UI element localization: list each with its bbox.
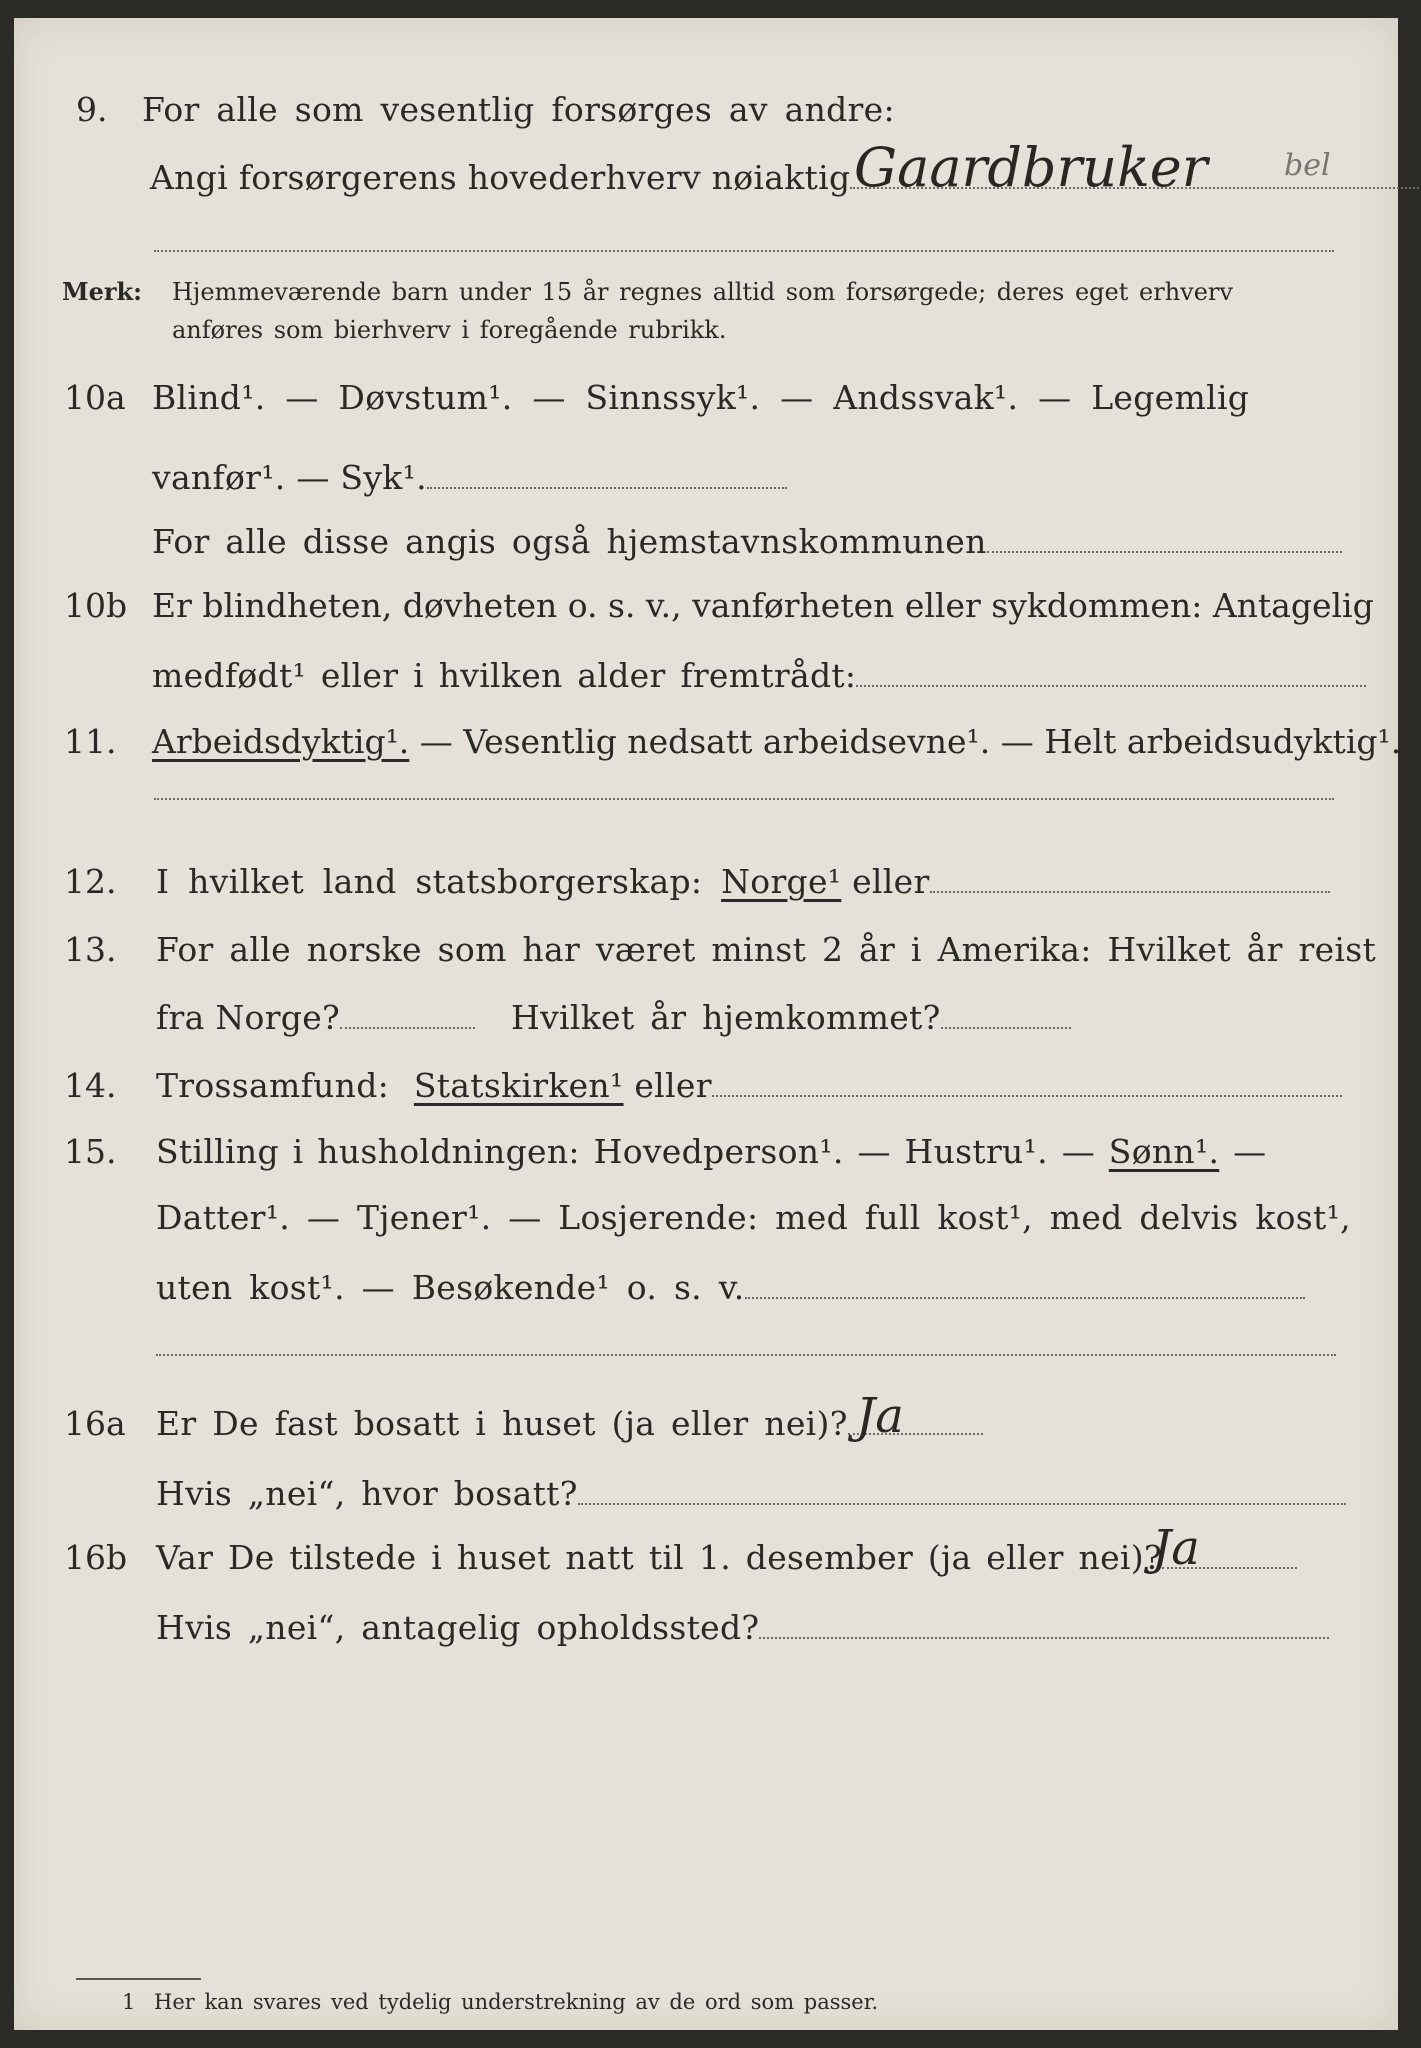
q11-continuation-line [154,798,1334,800]
q16a-handwritten-answer: Ja [856,1388,904,1444]
q12-question: I hvilket land statsborgerskap: [156,862,722,901]
q10b-alder-field[interactable] [856,657,1366,687]
merk-line1: Hjemmeværende barn under 15 år regnes alltid som forsørgede; deres eget erhverv [172,278,1233,306]
q12-line [156,860,1330,904]
q12-other-country-field[interactable] [930,863,1330,893]
q9-number: 9. [76,90,108,129]
merk-line2: anføres som bierhverv i foregående rubrikk. [172,316,727,344]
q10a-syk-field[interactable] [427,459,787,489]
census-form-page [14,18,1402,2030]
footnote-text: Her kan svares ved tydelig understrekning av de ord som passer. [154,1990,879,2014]
q14-question: Trossamfund: [156,1066,414,1105]
q16b-line1 [156,1536,1297,1580]
q16a-line2 [156,1472,1346,1516]
q9-line2 [150,156,1421,200]
footnote-separator [76,1978,201,1980]
q9-line1: For alle som vesentlig forsørges av andre: [142,90,895,129]
q16b-number: 16b [64,1538,128,1577]
q15-line1-dash: — [1219,1132,1267,1171]
q15-line1 [156,1130,1266,1174]
q14-line [156,1064,1342,1108]
q13-hjemkommet-field[interactable] [941,999,1071,1029]
q16a-followup: Hvis „nei“, hvor bosatt? [156,1474,578,1513]
q15-number: 15. [64,1132,117,1171]
q16b-line2 [156,1606,1329,1650]
q11-other-options: — Vesentlig nedsatt arbeidsevne¹. — Helt arbeidsudyktig¹. [409,722,1402,761]
q12-selected-option[interactable]: Norge¹ [721,862,842,901]
q10a-line2-text: vanfør¹. — Syk¹. [152,458,427,497]
merk-label: Merk: [62,277,142,306]
q11-line [152,720,1401,764]
q9-handwritten-answer: Gaardbruker [854,136,1208,199]
q11-number: 11. [64,722,117,761]
q16b-question: Var De tilstede i huset natt til 1. desember (ja eller nei)? [156,1538,1162,1577]
q13-line1: For alle norske som har været minst 2 år i Amerika: Hvilket år reist [156,930,1377,969]
q16b-opholdssted-field[interactable] [759,1609,1329,1639]
q15-line1-text: Stilling i husholdningen: Hovedperson¹. — Hustru¹. — [156,1132,1109,1171]
q13-number: 13. [64,930,117,969]
q16b-handwritten-answer: Ja [1152,1520,1200,1576]
q15-other-field[interactable] [745,1269,1305,1299]
q10a-line3 [152,520,1342,564]
q14-number: 14. [64,1066,117,1105]
q13-reist-field[interactable] [340,999,475,1029]
q15-line3 [156,1266,1305,1310]
q10a-hjemstavn-field[interactable] [987,523,1342,553]
q11-selected-option[interactable]: Arbeidsdyktig¹. [152,722,410,761]
q16a-number: 16a [64,1404,126,1443]
q10a-line2 [152,456,787,500]
q10a-number: 10a [64,378,126,417]
q15-continuation-line [156,1354,1336,1356]
q13-hjemkommet-label: Hvilket år hjemkommet? [511,998,941,1037]
q12-eller: eller [841,862,930,901]
q12-number: 12. [64,862,117,901]
q9-handwritten-note: bel [1284,148,1331,183]
q10b-line2-text: medfødt¹ eller i hvilken alder fremtrådt: [152,656,857,695]
q13-reist-label: fra Norge? [156,998,341,1037]
q14-eller: eller [623,1066,712,1105]
q14-selected-option[interactable]: Statskirken¹ [413,1066,624,1105]
q15-selected-option[interactable]: Sønn¹. [1108,1132,1220,1171]
q13-line2 [156,996,1071,1040]
q10b-line2 [152,654,1366,698]
footnote-mark: 1 [122,1990,136,2014]
q10a-line1: Blind¹. — Døvstum¹. — Sinnssyk¹. — Andssvak¹. — Legemlig [152,378,1250,417]
q9-continuation-line [154,250,1334,252]
q15-line2: Datter¹. — Tjener¹. — Losjerende: med full kost¹, med delvis kost¹, [156,1198,1351,1237]
q9-line2-text: Angi forsørgerens hovederhverv nøiaktig [150,158,851,197]
q10b-line1: Er blindheten, døvheten o. s. v., vanførheten eller sykdommen: Antagelig [152,586,1374,625]
q10a-line3-text: For alle disse angis også hjemstavnskommunen [152,522,987,561]
q14-other-field[interactable] [712,1067,1342,1097]
q16b-followup: Hvis „nei“, antagelig opholdssted? [156,1608,760,1647]
q15-line3-text: uten kost¹. — Besøkende¹ o. s. v. [156,1268,745,1307]
q16a-question: Er De fast bosatt i huset (ja eller nei)? [156,1404,848,1443]
q10b-number: 10b [64,586,128,625]
q16a-bosatt-field[interactable] [578,1475,1346,1505]
